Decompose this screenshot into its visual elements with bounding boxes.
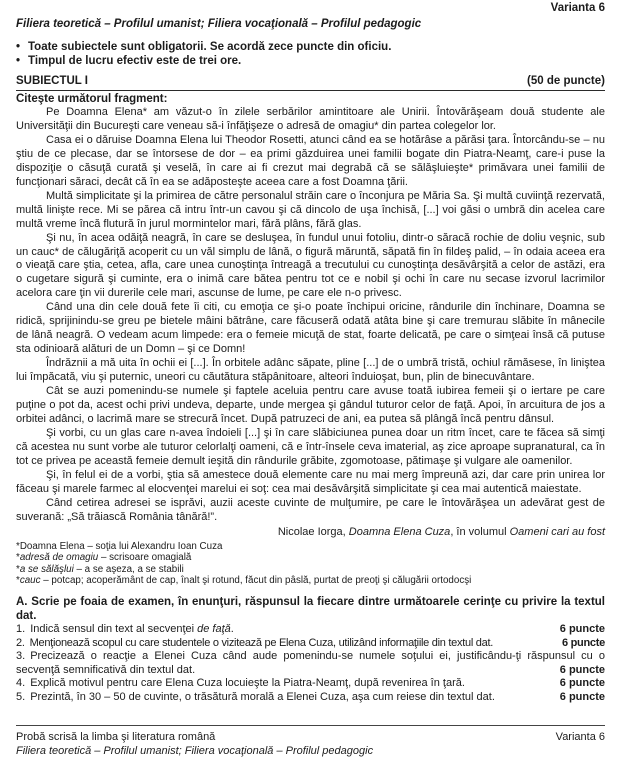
task-text: Indică sensul din text al secvenţei [30,622,198,635]
footnote-star: * [16,563,20,575]
footnote-item [16,541,605,553]
instructions-list [16,40,605,68]
task-points: 6 puncte [554,623,605,637]
task-number: 1. [16,622,26,635]
footnote-item [16,564,605,576]
attribution-work-title: Doamna Elena Cuza [348,525,451,538]
task-number: 4. [16,677,26,690]
task-number: 2. [16,636,25,649]
task-item [16,691,605,705]
task-item [16,637,605,651]
footer-filiera: Filiera teoretică – Profilul umanist; Filiera vocaţională – Profilul pedagogic [16,744,374,757]
bullet-icon: • [16,55,21,67]
attribution-volume-title: Oameni cari au fost [509,525,605,538]
footnote-item [16,575,605,587]
footnote-term: Doamna Elena [19,540,85,552]
footer-row [16,731,605,745]
subject-points: (50 de puncte) [527,75,605,87]
fragment-paragraph: Şi vorbi, cu un glas care n-avea îndoieli [...] şi în care slăbiciunea punea doar un ritm încet, care te făcea să simţi că acestea nu sunt vorbe ale tuturor celorlalţi oameni, că e într-însele ceva imaterial, aş zice aproape supranatural, ca în tot ce privea pe această femeie demult ieşită din rândurile grăbite, zgomotoase, pătimaşe şi vulgare ale oamenilor. [16,426,605,467]
fragment-paragraph: Îndrăznii a mă uita în ochii ei [...]. În orbitele adânc săpate, pline [...] de o umbră tristă, ochiul rămăsese, în liniştea lui împăcată, viu şi puternic, uneori cu căutătura stăpânitoare, alteori înduioşat, bun, plin de binecuvântare. [16,357,605,384]
task-item [16,650,605,677]
filiera-header: Filiera teoretică – Profilul umanist; Filiera vocaţională – Profilul pedagogic [16,18,422,30]
footnote-star: * [16,540,20,552]
fragment-paragraph: Când cetirea adresei se isprăvi, auzii aceste cuvinte de mulţumire, pe care le întovărăşea un adevărat gest de suverană: „Să trăiască România tânără!”. [16,496,605,523]
task-points: 6 puncte [556,637,605,651]
page-footer [16,725,605,758]
fragment-paragraph: Şi nu, în acea odăiţă neagră, în care se desluşea, în fundul unui fotoliu, dintr-o săracă rochie de doliu veşnic, sub un cauc* de călugăriţă acoperit cu un văl simplu de lână, o figură măruntă, săpată fin în fildeş palid, – în odaia aceea era o vieaţă care ştia, cetea, afla, care unea cunoştinţa întreagă a trecutului cu cunoştinţa desăvârşită a celor de astăzi, era o cugetare sigură şi cuminte, era o inimă care bătea pentru tot ce e nobil şi ochi în care nu secase izvorul lacrimilor acelora care ţin vii durerile cele mari, ascunse de lume, pe care ele n-o privesc. [16,231,605,300]
task-text-italic: de faţă [197,622,231,635]
footnotes [16,541,605,587]
footnote-definition: – a se aşeza, a se stabili [73,563,184,575]
task-text-post: . [230,622,234,635]
footnote-term: adresă de omagiu [19,552,99,564]
attribution-mid: , în volumul [450,525,510,538]
footnote-item [16,552,605,564]
section-a-heading: A. Scrie pe foaia de examen, în enunţuri, răspunsul la fiecare dintre următoarele cerinţe cu privire la textul dat. [16,595,605,622]
footnote-term: a se sălăşlui [19,563,74,575]
fragment-intro: Citeşte următorul fragment: [16,93,168,105]
footer-variant-label: Varianta 6 [555,731,605,743]
subject-title: SUBIECTUL I [16,75,88,87]
variant-label-top: Varianta 6 [550,2,605,14]
task-list [16,623,605,705]
instruction-text: Timpul de lucru efectiv este de trei ore. [28,55,242,67]
fragment-paragraph: Cât se auzi pomenindu-se numele şi faptele aceluia pentru care avuse toată iubirea femeii şi o iertare pe care puţine o pot da, acest ochi privi undeva, departe, unde mergea şi gândul tuturor celor de faţă. Apoi, în arcuitura de jos a orbitei adânci, o lacrimă mare se strecură încet. După patruzeci de ani, ea putea să plângă încă pentru dânsul. [16,385,605,425]
task-item [16,623,605,637]
instruction-text: Toate subiectele sunt obligatorii. Se acordă zece puncte din oficiu. [28,41,392,53]
task-item [16,677,605,691]
bullet-icon: • [16,41,21,53]
footnote-definition: – soţia lui Alexandru Ioan Cuza [84,540,223,552]
footnote-star: * [16,575,20,587]
fragment-paragraph: Pe Doamna Elena* am văzut-o în zilele serbărilor amintitoare ale Unirii. Întovărăşeam două studente ale Universităţii din Bucureşti care veneau să-i înfăţişeze o adresă de omagiu* din partea colegelor lor. [16,106,605,132]
fragment-paragraph: Când una din cele două fete îi citi, cu emoţia ce şi-o poate închipui oricine, rândurile din închinare, Doamna se ridică, sprijinindu-se greu pe bietele mâini bătrâne, care făcuseră odată atâta bine şi care tremurau slăbite în mânecile de lână neagră. O vedeam acum limpede: era o femeie micuţă de stat, foarte delicată, pe care o simţeai însă că putuse sta odinioară alături de un Domn – şi ce Domn! [16,301,605,356]
task-text: Explică motivul pentru care Elena Cuza locuieşte la Piatra-Neamţ, după revenirea în ţară. [30,677,465,690]
task-points: 6 puncte [554,677,605,691]
text-fragment [16,106,605,525]
task-number: 3. [16,650,26,663]
task-text: Precizează o reacţie a Elenei Cuza când aude pomenindu-se numele soţului ei, justificându-ţi răspunsul cu o secvenţă semnificativă din textul dat. [16,650,605,676]
fragment-paragraph: Şi, în felul ei de a vorbi, ştia să amestece două elemente care nu mai merg împreună azi, dar care prin unirea lor făceau şi marele farmec al elocvenţei marelui ei soţ: cea mai desăvârşită simplicitate şi cea mai autentică maiestate. [16,468,605,495]
task-points: 6 puncte [554,691,605,705]
footnote-term: cauc [19,575,41,587]
task-points: 6 puncte [554,664,605,678]
task-text: Menţionează scopul cu care studentele o vizitează pe Elena Cuza, utilizând informaţiile din textul dat. [29,636,494,649]
subject-heading-row [16,75,605,91]
footnote-star: * [16,552,20,564]
task-text: Prezintă, în 30 – 50 de cuvinte, o trăsătură morală a Elenei Cuza, aşa cum reiese din textul dat. [30,690,495,703]
footer-exam-title: Probă scrisă la limba şi literatura română [16,731,216,743]
footnote-definition: – potcap; acoperământ de cap, înalt şi rotund, făcut din pâslă, purtat de preoţi şi călugării ortodocşi [40,575,472,587]
fragment-paragraph: Multă simplicitate şi la primirea de către personalul străin care o înconjura pe Măria Sa. Şi multă cuviinţă rezervată, multă linişte rece. Mi se părea că intru într-un cavou şi că dincolo de uşa închisă, [...] voi găsi o umbră din acelea care multă vreme încă flutură în jurul mormintelor mari, fără plâns, fără glas. [16,189,605,230]
instruction-item [16,54,605,68]
fragment-paragraph: Casa ei o dăruise Doamna Elena lui Theodor Rosetti, atunci când ea se hotărâse a părăsi ţara. Întorcându-se – nu ştiu de ce plecase, dar se întorsese de dor – ea primi găzduirea unei familii bogate din Piatra-Neamţ, care-i puse la dispoziţie o căsuţă curată şi veselă, în care ai fi crezut mai degrabă că se sălăşluieşte* primăvara unei familii de funcţionari săraci, decât că în ea se adăposteşte aceea care a fost Doamna ţării. [16,133,605,188]
attribution-line [16,525,605,539]
instruction-item [16,40,605,54]
footnote-definition: – scrisoare omagială [98,552,192,564]
task-number: 5. [16,690,26,703]
attribution-author: Nicolae Iorga, [277,525,349,538]
